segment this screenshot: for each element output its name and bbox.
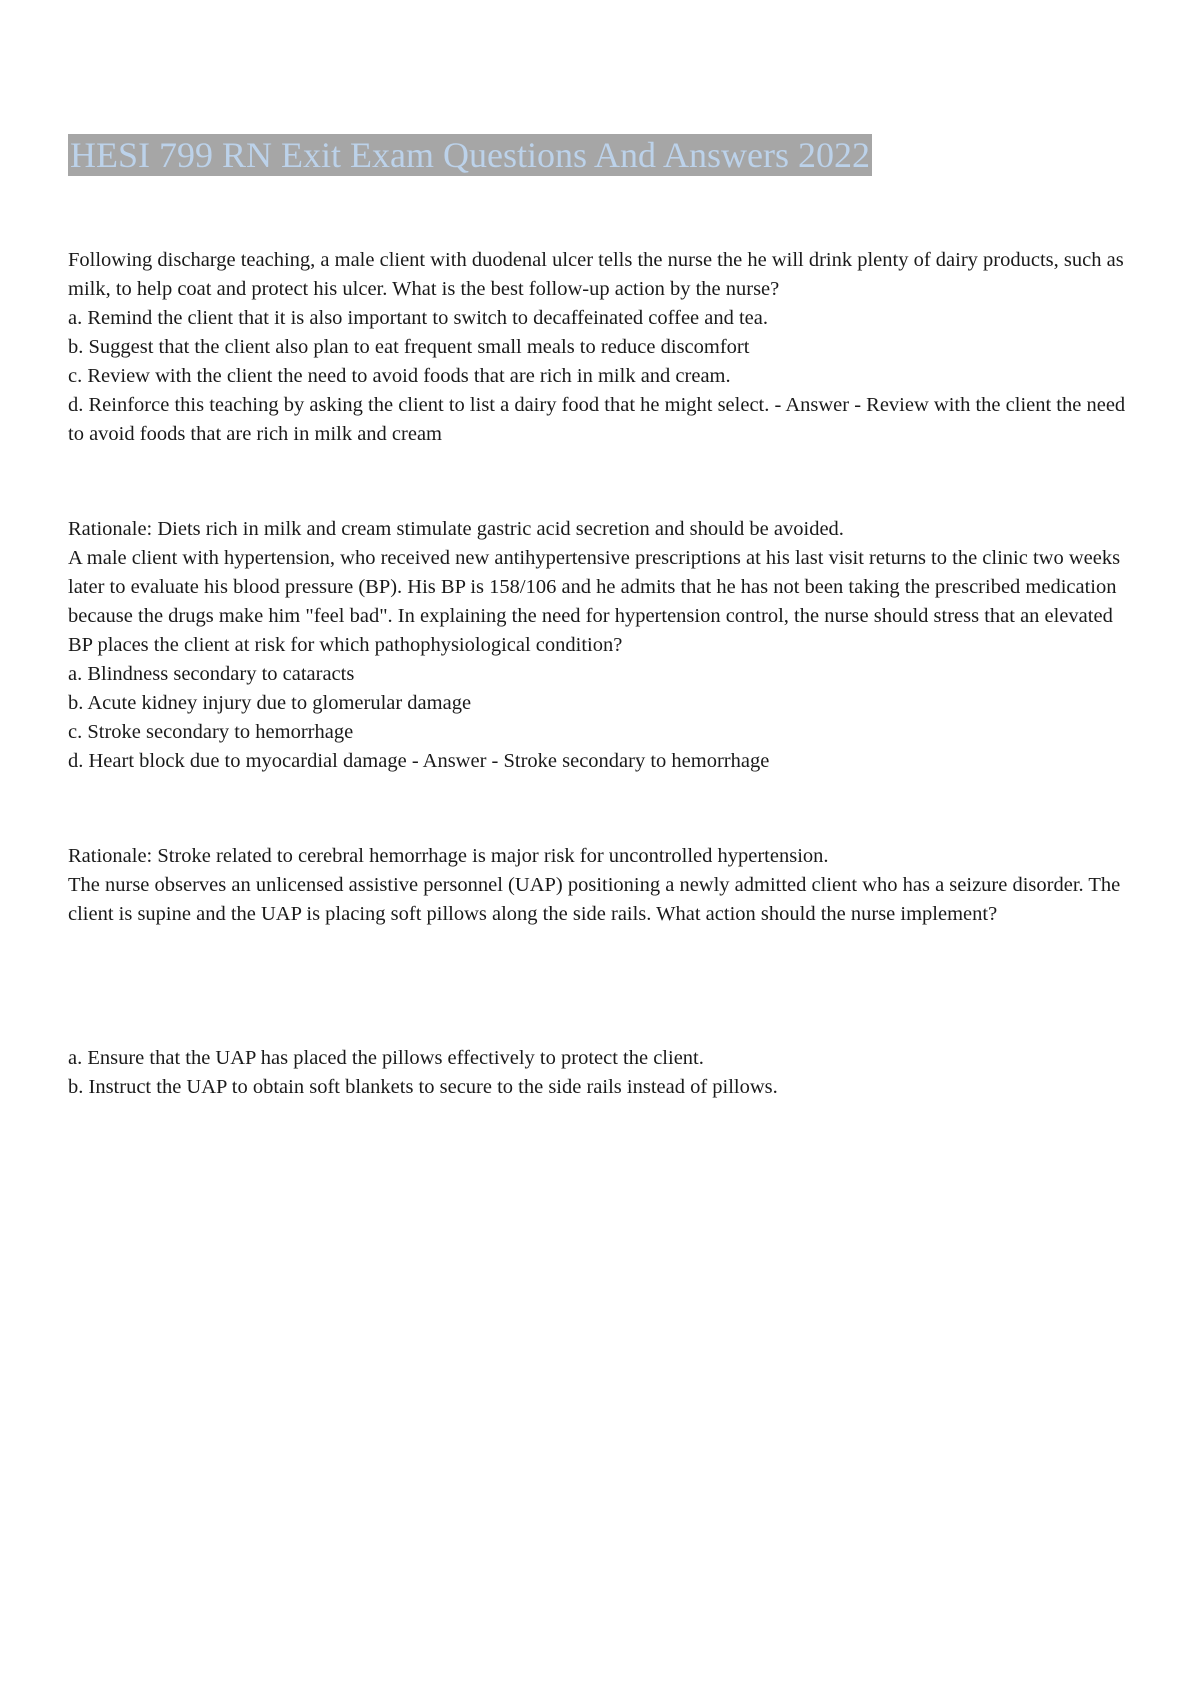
question-2-option-d: d. Heart block due to myocardial damage - Answer - Stroke secondary to hemorrhage xyxy=(68,750,770,772)
question-3-option-a: a. Ensure that the UAP has placed the pillows effectively to protect the client. xyxy=(68,1047,704,1069)
question-1-option-d: d. Reinforce this teaching by asking the client to list a dairy food that he might select. - Answer - Review with the client the need to avoid foods that are rich in milk and cream xyxy=(68,394,1126,445)
question-2: A male client with hypertension, who received new antihypertensive prescriptions at his last visit returns to the clinic two weeks later to evaluate his blood pressure (BP). His BP is 158/106 and he admits that he has not been taking the prescribed medication because the drugs make him "feel bad". In explaining the need for hypertension control, the nurse should stress that an elevated BP places the client at risk for which pathophysiological condition? xyxy=(68,547,1121,656)
question-2-option-c: c. Stroke secondary to hemorrhage xyxy=(68,721,354,743)
question-3: The nurse observes an unlicensed assistive personnel (UAP) positioning a newly admitted client who has a seizure disorder. The client is supine and the UAP is placing soft pillows along the side rails. What action should the nurse implement? xyxy=(68,874,1121,925)
question-1-rationale: Rationale: Diets rich in milk and cream stimulate gastric acid secretion and should be avoided. xyxy=(68,518,844,540)
question-1-option-b: b. Suggest that the client also plan to eat frequent small meals to reduce discomfort xyxy=(68,336,750,358)
question-1-option-c: c. Review with the client the need to avoid foods that are rich in milk and cream. xyxy=(68,365,731,387)
title-block xyxy=(68,134,872,176)
question-2-option-b: b. Acute kidney injury due to glomerular damage xyxy=(68,692,472,714)
question-3-option-b: b. Instruct the UAP to obtain soft blankets to secure to the side rails instead of pillows. xyxy=(68,1076,778,1098)
question-2-option-a: a. Blindness secondary to cataracts xyxy=(68,663,355,685)
question-1-option-a: a. Remind the client that it is also important to switch to decaffeinated coffee and tea. xyxy=(68,307,769,329)
document-title[interactable]: HESI 799 RN Exit Exam Questions And Answers 2022 xyxy=(70,135,870,175)
question-1: Following discharge teaching, a male client with duodenal ulcer tells the nurse the he will drink plenty of dairy products, such as milk, to help coat and protect his ulcer. What is the best follow-up action by the nurse? xyxy=(68,249,1124,300)
question-2-rationale: Rationale: Stroke related to cerebral hemorrhage is major risk for uncontrolled hypertension. xyxy=(68,845,829,867)
document-body xyxy=(68,246,1128,1102)
